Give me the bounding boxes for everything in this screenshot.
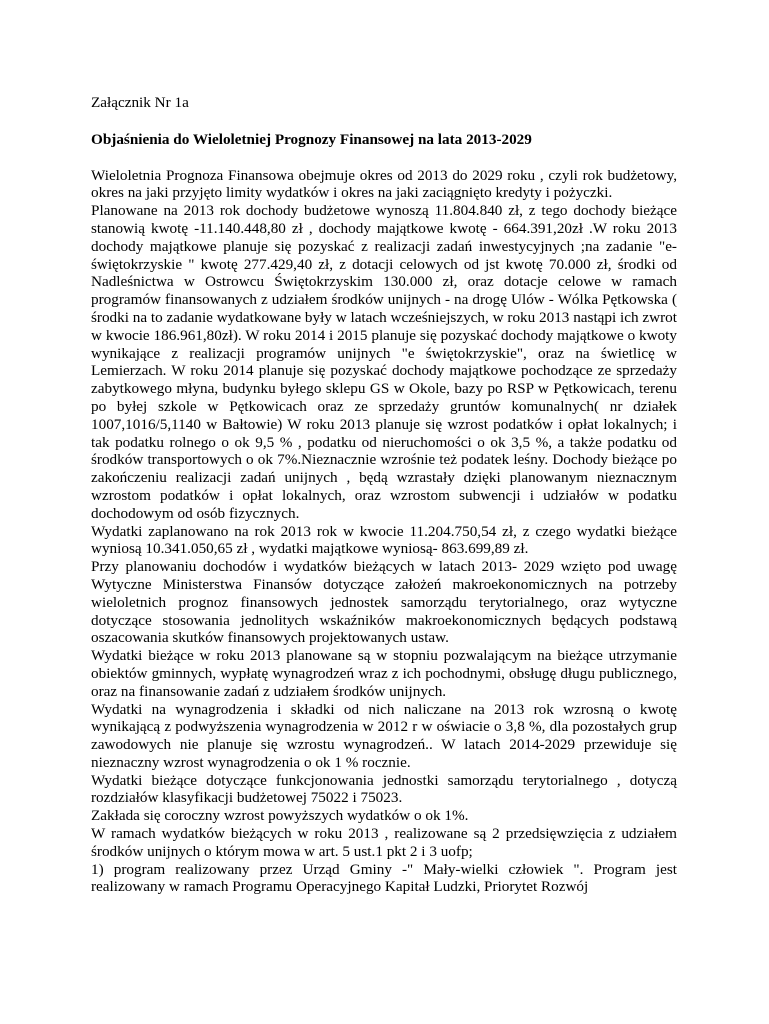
paragraph-scope: Wieloletnia Prognoza Finansowa obejmuje okres od 2013 do 2029 roku , czyli rok budżetowy, okres na jaki przyjęto limity wydatków i okres na jaki zaciągnięto kredyty i pożyczki.: [91, 166, 677, 202]
paragraph-annual-growth: Zakłada się coroczny wzrost powyższych wydatków o ok 1%.: [91, 807, 469, 825]
paragraph-current-expenses: Wydatki bieżące w roku 2013 planowane są w stopniu pozwalającym na bieżące utrzymanie obiektów gminnych, wypłatę wynagrodzeń wraz z ich pochodnymi, obsługę długu publicznego, oraz na finansowanie zadań z udziałem środków unijnych.: [91, 647, 677, 700]
paragraph-planning-guidelines: Przy planowaniu dochodów i wydatków bieżących w latach 2013- 2029 wzięto pod uwagę Wytyczne Ministerstwa Finansów dotyczące założeń makroekonomicznych na potrzeby wieloletnich prognoz finansowych jednostek samorządu terytorialnego, oraz wytyczne dotyczące stosowania jednolitych wskaźników makroekonomicznych będących podstawą oszacowania skutków finansowych projektowanych ustaw.: [91, 558, 677, 647]
paragraph-program-1: 1) program realizowany przez Urząd Gminy -" Mały-wielki człowiek ". Program jest realizowany w ramach Programu Operacyjnego Kapitał Ludzki, Priorytet Rozwój: [91, 860, 677, 896]
document-title: Objaśnienia do Wieloletniej Prognozy Finansowej na lata 2013-2029: [91, 130, 532, 148]
paragraph-salaries: Wydatki na wynagrodzenia i składki od nich naliczane na 2013 rok wzrosną o kwotę wynikającą z podwyższenia wynagrodzenia w 2012 r w oświacie o 3,8 %, dla pozostałych grup zawodowych nie planuje się wzrostu wynagrodzeń.. W latach 2014-2029 przewiduje się nieznaczny wzrost wynagrodzenia o ok 1 % rocznie.: [91, 700, 677, 771]
paragraph-eu-projects: W ramach wydatków bieżących w roku 2013 , realizowane są 2 przedsięwzięcia z udziałem środków unijnych o którym mowa w art. 5 ust.1 pkt 2 i 3 uofp;: [91, 825, 677, 860]
paragraph-expenditure: Wydatki zaplanowano na rok 2013 rok w kwocie 11.204.750,54 zł, z czego wydatki bieżące wyniosą 10.341.050,65 zł , wydatki majątkowe wyniosą- 863.699,89 zł.: [91, 522, 677, 558]
paragraph-list: [91, 167, 677, 897]
attachment-label: Załącznik Nr 1a: [91, 94, 189, 111]
paragraph-income: Planowane na 2013 rok dochody budżetowe wynoszą 11.804.840 zł, z tego dochody bieżące stanowią kwotę -11.140.448,80 zł , dochody majątkowe kwotę - 664.391,20zł .W roku 2013 dochody majątkowe planuje się pozyskać z realizacji zadań inwestycyjnych ;na zadanie "e-świętokrzyskie " kwotę 277.429,40 zł, z dotacji celowych od jst kwotę 70.000 zł, środki od Nadleśnictwa w Ostrowcu Świętokrzyskim 130.000 zł, oraz dotacje celowe w ramach programów finansowanych z udziałem środków unijnych - na drogę Ulów - Wólka Pętkowska ( środki na to zadanie wydatkowane były w latach wcześniejszych, w roku 2013 nastąpi ich zwrot w kwocie 186.961,80zł). W roku 2014 i 2015 planuje się pozyskać dochody majątkowe o kwoty wynikające z realizacji programów unijnych "e świętokrzyskie", oraz na świetlicę w Lemierzach. W roku 2014 planuje się pozyskać dochody majątkowe pochodzące ze sprzedaży zabytkowego młyna, budynku byłego sklepu GS w Okole, bazy po RSP w Pętkowicach, terenu po byłej szkole w Pętkowicach oraz ze sprzedaży gruntów komunalnych( nr działek 1007,1016/5,1140 w Bałtowie) W roku 2013 planuje się wzrost podatków i opłat lokalnych; i tak podatku rolnego o ok 9,5 % , podatku od nieruchomości o ok 3,5 %, a także podatku od środków transportowych o ok 7%.Nieznacznie wzrośnie też podatek leśny. Dochody bieżące po zakończeniu realizacji zadań unijnych , będą wzrastały dzięki planowanym nieznacznym wzrostom podatków i opłat lokalnych, oraz wzrostom subwencji i udziałów w podatku dochodowym od osób fizycznych.: [91, 202, 677, 522]
paragraph-administration: Wydatki bieżące dotyczące funkcjonowania jednostki samorządu terytorialnego , dotyczą rozdziałów klasyfikacji budżetowej 75022 i 75023.: [91, 771, 677, 807]
document-body: [91, 94, 677, 896]
